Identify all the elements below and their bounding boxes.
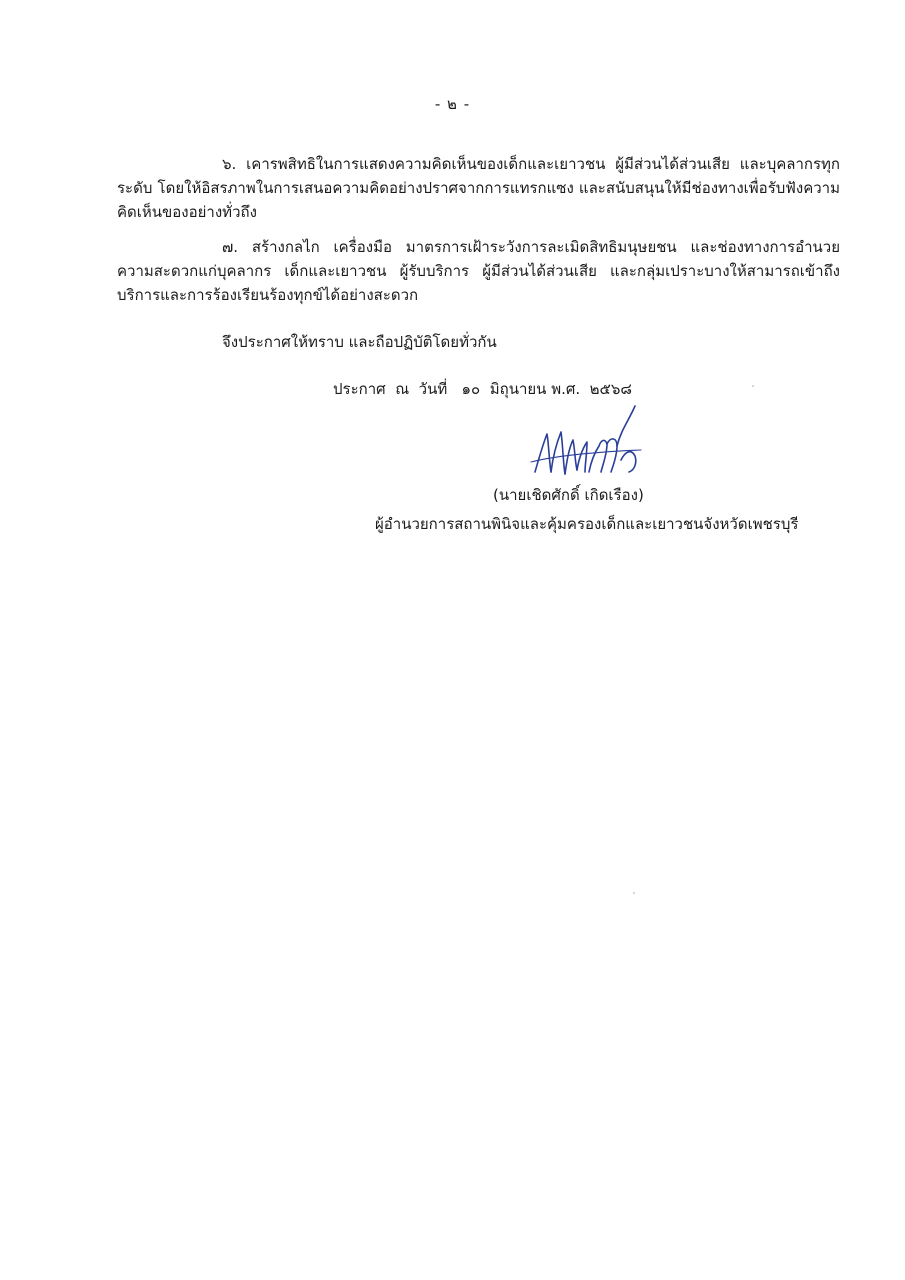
paragraph-text: ๗. สร้างกลไก เครื่องมือ มาตรการเฝ้าระวังการละเมิดสิทธิมนุษยชน และช่องทางการอำนวยความสะดวกแก่บุคลากร เด็กและเยาวชน ผู้รับบริการ ผู้มีส่วนได้ส่วนเสีย และกลุ่มเปราะบางให้สามารถเข้าถึงบริการและการร้องเรียนร้องทุกข์ได้อย่างสะดวก <box>117 238 840 304</box>
paragraph-text: ๖. เคารพสิทธิในการแสดงความคิดเห็นของเด็กและเยาวชน ผู้มีส่วนได้ส่วนเสีย และบุคลากรทุกระดับ โดยให้อิสรภาพในการเสนอความคิดอย่างปราศจากการแทรกแซง และสนับสนุนให้มีช่องทางเพื่อรับฟังความคิดเห็นของอย่างทั่วถึง <box>117 155 840 221</box>
signer-name: (นายเชิดศักดิ์ เกิดเรือง) <box>493 486 644 504</box>
paragraph-item-6 <box>117 152 840 224</box>
scan-speck <box>752 385 754 387</box>
paragraph-item-7 <box>117 235 840 307</box>
scan-speck <box>633 892 635 894</box>
closing-statement: จึงประกาศให้ทราบ และถือปฏิบัติโดยทั่วกัน <box>222 333 497 351</box>
signer-position: ผู้อำนวยการสถานพินิจและคุ้มครองเด็กและเยาวชนจังหวัดเพชรบุรี <box>375 515 799 533</box>
page-number: - ๒ - <box>434 95 471 113</box>
handwritten-signature <box>525 400 645 480</box>
announcement-date: ประกาศ ณ วันที่ ๑๐ มิถุนายน พ.ศ. ๒๕๖๘ <box>333 380 633 398</box>
